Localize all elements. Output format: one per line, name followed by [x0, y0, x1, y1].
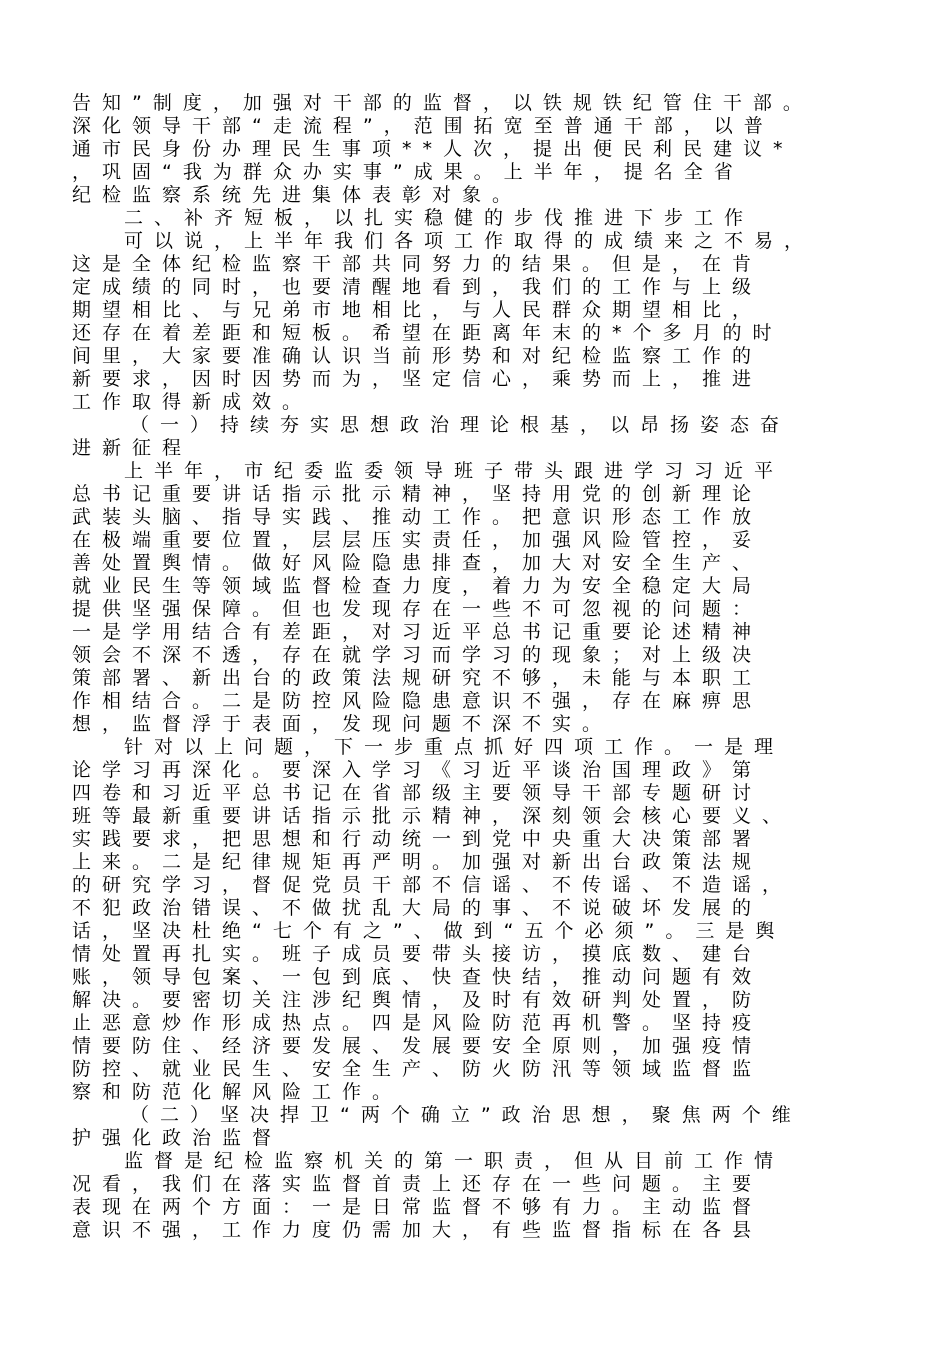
- text-line: 论学习再深化。要深入学习《习近平谈治国理政》第: [72, 759, 763, 781]
- text-line: 解决。要密切关注涉纪舆情，及时有效研判处置，防: [72, 989, 763, 1011]
- text-line: 领会不深不透，存在就学习而学习的现象；对上级决: [72, 644, 763, 666]
- text-line: 想，监督浮于表面，发现问题不深不实。: [72, 713, 613, 735]
- text-line: 善处置舆情。做好风险隐患排查，加大对安全生产、: [72, 552, 763, 574]
- text-line: 不犯政治错误、不做扰乱大局的事、不说破坏发展的: [72, 897, 763, 919]
- text-line: 间里，大家要准确认识当前形势和对纪检监察工作的: [72, 345, 763, 367]
- text-line: 上来。二是纪律规矩再严明。加强对新出台政策法规: [72, 851, 763, 873]
- text-line: 策部署、新出台的政策法规研究不够，未能与本职工: [72, 667, 763, 689]
- text-line: 实践要求，把思想和行动统一到党中央重大决策部署: [72, 828, 763, 850]
- text-line: （二）坚决捍卫“两个确立”政治思想，聚焦两个维: [130, 1104, 802, 1126]
- text-line: 护强化政治监督: [72, 1127, 283, 1149]
- text-line: 二、补齐短板，以扎实稳健的步伐推进下步工作: [124, 207, 755, 229]
- text-line: 的研究学习，督促党员干部不信谣、不传谣、不造谣，: [72, 874, 793, 896]
- text-line: 告知”制度，加强对干部的监督，以铁规铁纪管住干部。: [72, 92, 813, 114]
- text-line: 进新征程: [72, 437, 193, 459]
- text-line: 通市民身份办理民生事项**人次，提出便民利民建议*: [72, 138, 794, 160]
- text-line: 新要求，因时因势而为，坚定信心，乘势而上，推进: [72, 368, 763, 390]
- text-line: 武装头脑、指导实践、推动工作。把意识形态工作放: [72, 506, 763, 528]
- text-line: 监督是纪检监察机关的第一职责，但从目前工作情: [124, 1150, 785, 1172]
- text-line: ，巩固“我为群众办实事”成果。上半年，提名全省: [72, 161, 744, 183]
- text-line: 账，领导包案、一包到底、快查快结，推动问题有效: [72, 966, 763, 988]
- text-line: 作相结合。二是防控风险隐患意识不强，存在麻痹思: [72, 690, 763, 712]
- text-line: 在极端重要位置，层层压实责任，加强风险管控，妥: [72, 529, 763, 551]
- text-line: 况看，我们在落实监督首责上还存在一些问题。主要: [72, 1173, 763, 1195]
- text-line: 四卷和习近平总书记在省部级主要领导干部专题研讨: [72, 782, 763, 804]
- document-body: [72, 92, 892, 1242]
- text-line: 话，坚决杜绝“七个有之”、做到“五个必须”。三是舆: [72, 920, 786, 942]
- text-line: 可以说，上半年我们各项工作取得的成绩来之不易，: [124, 230, 815, 252]
- text-line: 情要防住、经济要发展、发展要安全原则，加强疫情: [72, 1035, 763, 1057]
- text-line: 提供坚强保障。但也发现存在一些不可忽视的问题：: [72, 598, 763, 620]
- text-line: 总书记重要讲话指示批示精神，坚持用党的创新理论: [72, 483, 763, 505]
- text-line: 班等最新重要讲话指示批示精神，深刻领会核心要义、: [72, 805, 793, 827]
- text-line: 针对以上问题，下一步重点抓好四项工作。一是理: [124, 736, 785, 758]
- text-line: 一是学用结合有差距，对习近平总书记重要论述精神: [72, 621, 763, 643]
- text-line: 情处置再扎实。班子成员要带头接访，摸底数、建台: [72, 943, 763, 965]
- text-line: 就业民生等领域监督检查力度，着力为安全稳定大局: [72, 575, 763, 597]
- text-line: 表现在两个方面：一是日常监督不够有力。主动监督: [72, 1196, 763, 1218]
- text-line: 察和防范化解风险工作。: [72, 1081, 403, 1103]
- text-line: 期望相比、与兄弟市地相比，与人民群众期望相比，: [72, 299, 763, 321]
- text-line: 上半年，市纪委监委领导班子带头跟进学习习近平: [124, 460, 785, 482]
- text-line: 工作取得新成效。: [72, 391, 313, 413]
- text-line: 纪检监察系统先进集体表彰对象。: [72, 184, 523, 206]
- text-line: 防控、就业民生、安全生产、防火防汛等领域监督监: [72, 1058, 763, 1080]
- text-line: 止恶意炒作形成热点。四是风险防范再机警。坚持疫: [72, 1012, 763, 1034]
- text-line: 深化领导干部“走流程”，范围拓宽至普通干部，以普: [72, 115, 774, 137]
- text-line: 还存在着差距和短板。希望在距离年末的*个多月的时: [72, 322, 783, 344]
- text-line: 定成绩的同时，也要清醒地看到，我们的工作与上级: [72, 276, 763, 298]
- text-line: 这是全体纪检监察干部共同努力的结果。但是，在肯: [72, 253, 763, 275]
- text-line: （一）持续夯实思想政治理论根基，以昂扬姿态奋: [130, 414, 791, 436]
- text-line: 意识不强，工作力度仍需加大，有些监督指标在各县: [72, 1219, 763, 1241]
